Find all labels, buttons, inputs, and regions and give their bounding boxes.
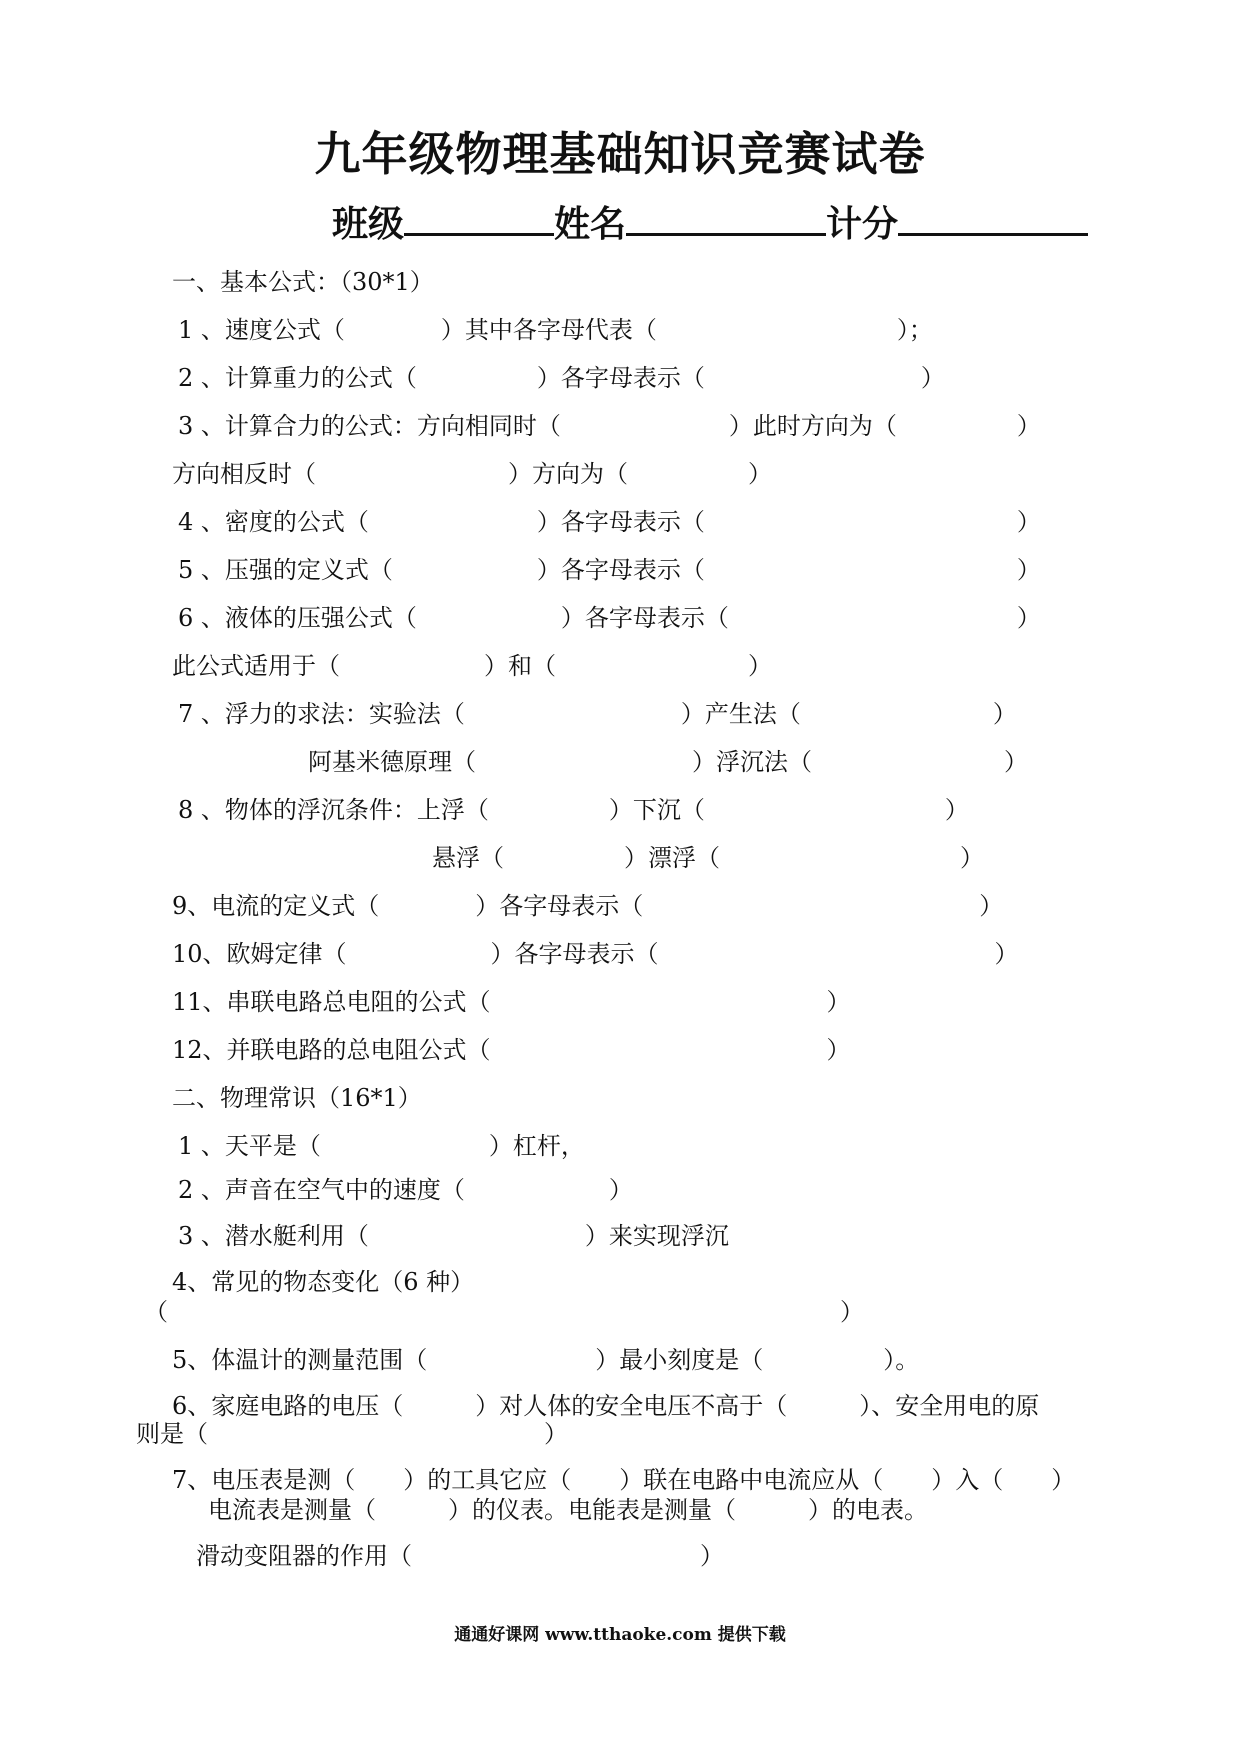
question-line: 7 、浮力的求法：实验法（ ）产生法（ ） <box>178 700 1017 728</box>
question-line: 滑动变阻器的作用（ ） <box>196 1542 724 1570</box>
question-line: 此公式适用于（ ）和（ ） <box>172 652 772 680</box>
question-line: 5、体温计的测量范围（ ）最小刻度是（ ）。 <box>172 1346 920 1374</box>
name-label: 姓名 <box>554 203 627 245</box>
question-line: 8 、物体的浮沉条件：上浮（ ）下沉（ ） <box>178 796 969 824</box>
question-line: 2 、计算重力的公式（ ）各字母表示（ ） <box>178 364 945 392</box>
question-line: 悬浮（ ）漂浮（ ） <box>432 844 984 872</box>
question-line: 1 、天平是（ ）杠杆， <box>178 1132 585 1160</box>
question-line: 12、并联电路的总电阻公式（ ） <box>172 1036 851 1064</box>
question-line: 9、电流的定义式（ ）各字母表示（ ） <box>172 892 1004 920</box>
score-label: 计分 <box>826 203 899 245</box>
question-line: （ ） <box>144 1298 864 1326</box>
section-heading: 二、物理常识（16*1） <box>172 1084 422 1112</box>
download-footer: 通通好课网 www.tthaoke.com 提供下载 <box>454 1625 786 1645</box>
question-line: 5 、压强的定义式（ ）各字母表示（ ） <box>178 556 1041 584</box>
question-line: 3 、计算合力的公式：方向相同时（ ）此时方向为（ ） <box>178 412 1041 440</box>
question-line: 则是（ ） <box>136 1420 568 1448</box>
question-line: 10、欧姆定律（ ）各字母表示（ ） <box>172 940 1019 968</box>
class-blank[interactable] <box>404 199 554 236</box>
question-line: 6、家庭电路的电压（ ）对人体的安全电压不高于（ ）、安全用电的原 <box>172 1392 1040 1420</box>
question-line: 3 、潜水艇利用（ ）来实现浮沉 <box>178 1222 729 1250</box>
question-line: 方向相反时（ ）方向为（ ） <box>172 460 772 488</box>
question-line: 4、常见的物态变化（6 种） <box>172 1268 475 1296</box>
question-line: 6 、液体的压强公式（ ）各字母表示（ ） <box>178 604 1041 632</box>
score-blank[interactable] <box>898 199 1088 236</box>
name-blank[interactable] <box>626 199 826 236</box>
question-line: 4 、密度的公式（ ）各字母表示（ ） <box>178 508 1041 536</box>
section-heading: 一、基本公式：（30*1） <box>172 268 434 296</box>
question-line: 电流表是测量（ ）的仪表。电能表是测量（ ）的电表。 <box>208 1496 928 1524</box>
class-label: 班级 <box>332 203 405 245</box>
question-line: 7、电压表是测（ ）的工具它应（ ）联在电路中电流应从（ ）入（ ） <box>172 1466 1076 1494</box>
page-title: 九年级物理基础知识竞赛试卷 <box>314 127 926 181</box>
question-line: 阿基米德原理（ ）浮沉法（ ） <box>308 748 1028 776</box>
question-line: 2 、声音在空气中的速度（ ） <box>178 1176 633 1204</box>
question-line: 11、串联电路总电阻的公式（ ） <box>172 988 851 1016</box>
question-line: 1 、速度公式（ ）其中各字母代表（ ）； <box>178 316 933 344</box>
student-info-row <box>332 196 1088 247</box>
